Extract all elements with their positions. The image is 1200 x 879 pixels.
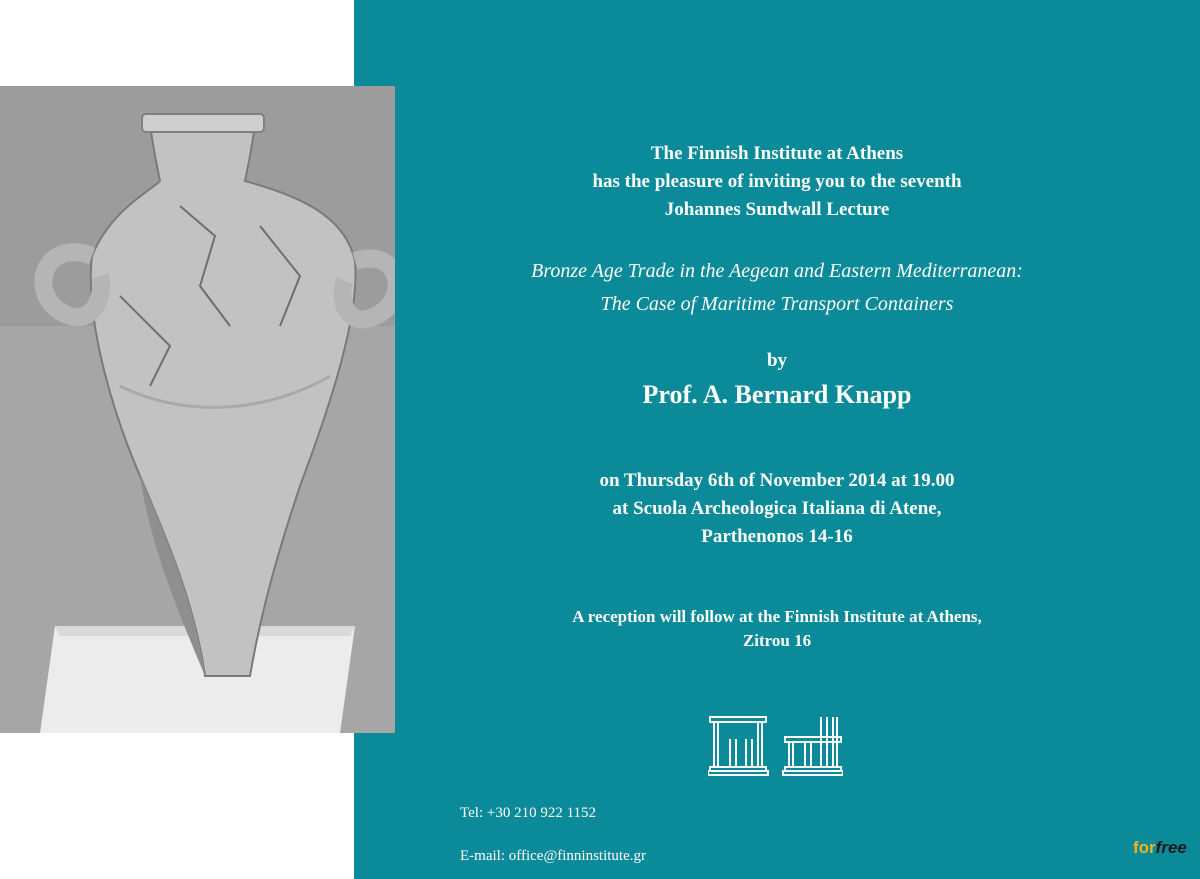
event-address: Parthenonos 14-16	[701, 526, 853, 547]
lecture-title	[354, 255, 1200, 321]
reception-line-1: A reception will follow at the Finnish Institute at Athens,	[572, 607, 982, 626]
lecture-title-line-2: The Case of Maritime Transport Containers	[600, 293, 954, 315]
by-label: by	[766, 350, 788, 371]
columns-logo-icon	[708, 715, 843, 777]
lecture-title-line-1: Bronze Age Trade in the Aegean and Eastern Mediterranean:	[531, 260, 1023, 282]
speaker-name: Prof. A. Bernard Knapp	[642, 380, 912, 409]
invitation-intro	[354, 140, 1200, 224]
event-venue: at Scuola Archeologica Italiana di Atene,	[612, 498, 942, 519]
amphora-photo	[0, 86, 395, 733]
badge-part-2: free	[1155, 838, 1187, 857]
contact-email[interactable]: E-mail: office@finninstitute.gr	[460, 848, 646, 864]
host-line: The Finnish Institute at Athens	[650, 143, 904, 164]
event-date: on Thursday 6th of November 2014 at 19.00	[599, 470, 955, 491]
invitation-line: has the pleasure of inviting you to the seventh	[592, 171, 962, 192]
contact-telephone: Tel: +30 210 922 1152	[460, 805, 597, 821]
event-details	[354, 467, 1200, 551]
reception-details	[354, 605, 1200, 653]
reception-line-2: Zitrou 16	[742, 631, 812, 650]
lecture-series-line: Johannes Sundwall Lecture	[664, 199, 890, 220]
forfree-badge	[1133, 839, 1200, 879]
badge-part-1: for	[1133, 838, 1156, 857]
